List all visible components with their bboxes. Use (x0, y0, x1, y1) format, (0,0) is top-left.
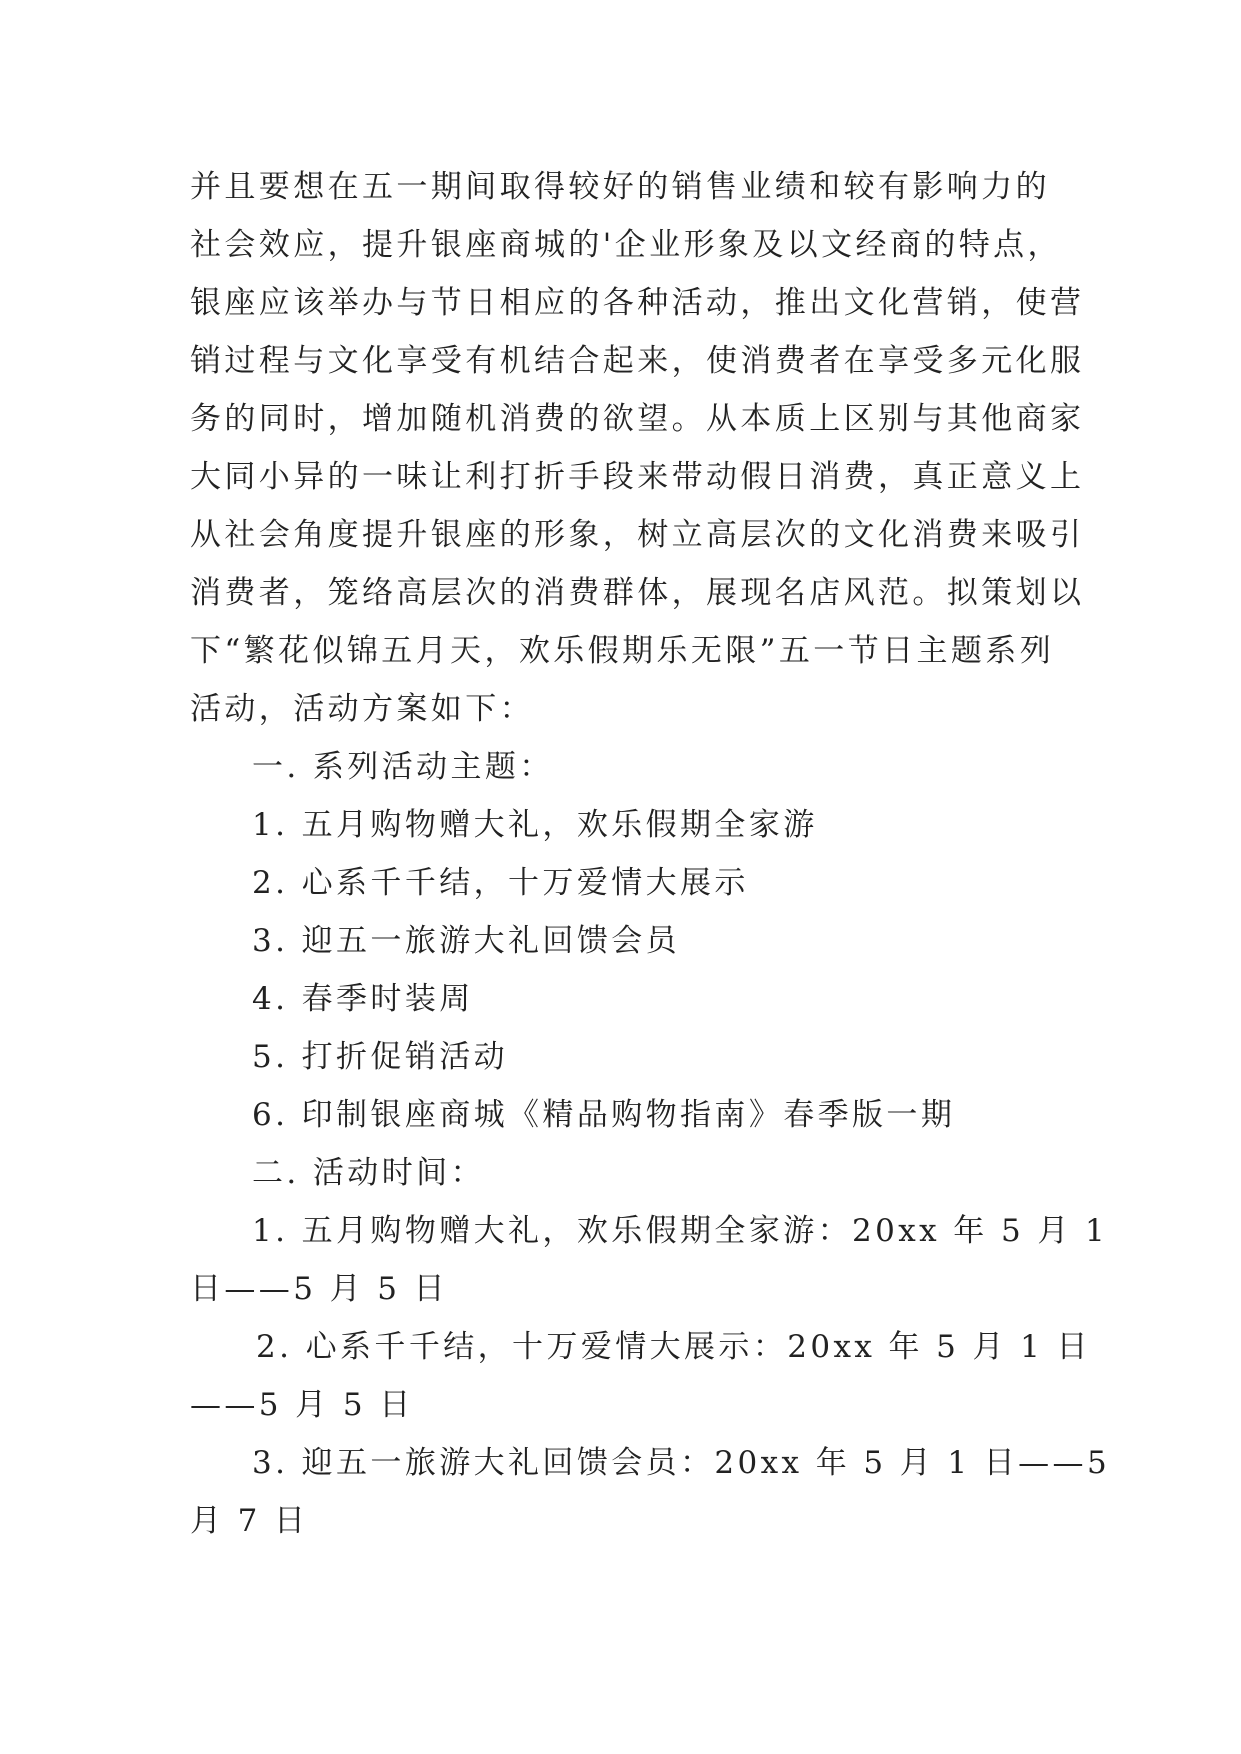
schedule-item-line: 月 7 日 (190, 1503, 309, 1539)
document-body (190, 158, 1111, 1550)
schedule-item-line: 日——5 月 5 日 (190, 1271, 449, 1307)
text-line: 下“繁花似锦五月天，欢乐假期乐无限”五一节日主题系列 (190, 633, 1055, 669)
schedule-item (190, 1318, 1091, 1434)
schedule-item (190, 1434, 1111, 1550)
list-item: 4. 春季时装周 (252, 981, 474, 1017)
text-line: 消费者，笼络高层次的消费群体，展现名店风范。拟策划以 (190, 575, 1085, 611)
schedule-item-line: 3. 迎五一旅游大礼回馈会员：20xx 年 5 月 1 日——5 (252, 1445, 1111, 1481)
text-line: 从社会角度提升银座的形象，树立高层次的文化消费来吸引 (190, 517, 1085, 553)
text-line: 销过程与文化享受有机结合起来，使消费者在享受多元化服 (190, 343, 1085, 379)
schedule-item-line: ——5 月 5 日 (190, 1387, 414, 1423)
list-item: 3. 迎五一旅游大礼回馈会员 (252, 923, 681, 959)
text-line: 银座应该举办与节日相应的各种活动，推出文化营销，使营 (190, 285, 1085, 321)
section-themes (190, 738, 1050, 1144)
text-line: 大同小异的一味让利打折手段来带动假日消费，真正意义上 (190, 459, 1085, 495)
list-item: 6. 印制银座商城《精品购物指南》春季版一期 (252, 1097, 956, 1133)
schedule-item-line: 2. 心系千千结，十万爱情大展示：20xx 年 5 月 1 日 (256, 1329, 1091, 1365)
list-item: 2. 心系千千结，十万爱情大展示 (252, 865, 749, 901)
section-schedule (190, 1144, 1111, 1550)
list-item: 5. 打折促销活动 (252, 1039, 509, 1075)
text-line: 并且要想在五一期间取得较好的销售业绩和较有影响力的 (190, 169, 1050, 205)
intro-paragraph (190, 158, 1085, 738)
schedule-item-line: 1. 五月购物赠大礼，欢乐假期全家游：20xx 年 5 月 1 (252, 1213, 1109, 1249)
text-line: 活动，活动方案如下： (190, 691, 534, 727)
section-heading: 二. 活动时间： (252, 1155, 485, 1191)
section-heading: 一. 系列活动主题： (252, 749, 554, 785)
schedule-item (190, 1202, 1109, 1318)
list-item: 1. 五月购物赠大礼，欢乐假期全家游 (252, 807, 818, 843)
text-line: 社会效应，提升银座商城的'企业形象及以文经商的特点， (190, 227, 1062, 263)
text-line: 务的同时，增加随机消费的欲望。从本质上区别与其他商家 (190, 401, 1085, 437)
